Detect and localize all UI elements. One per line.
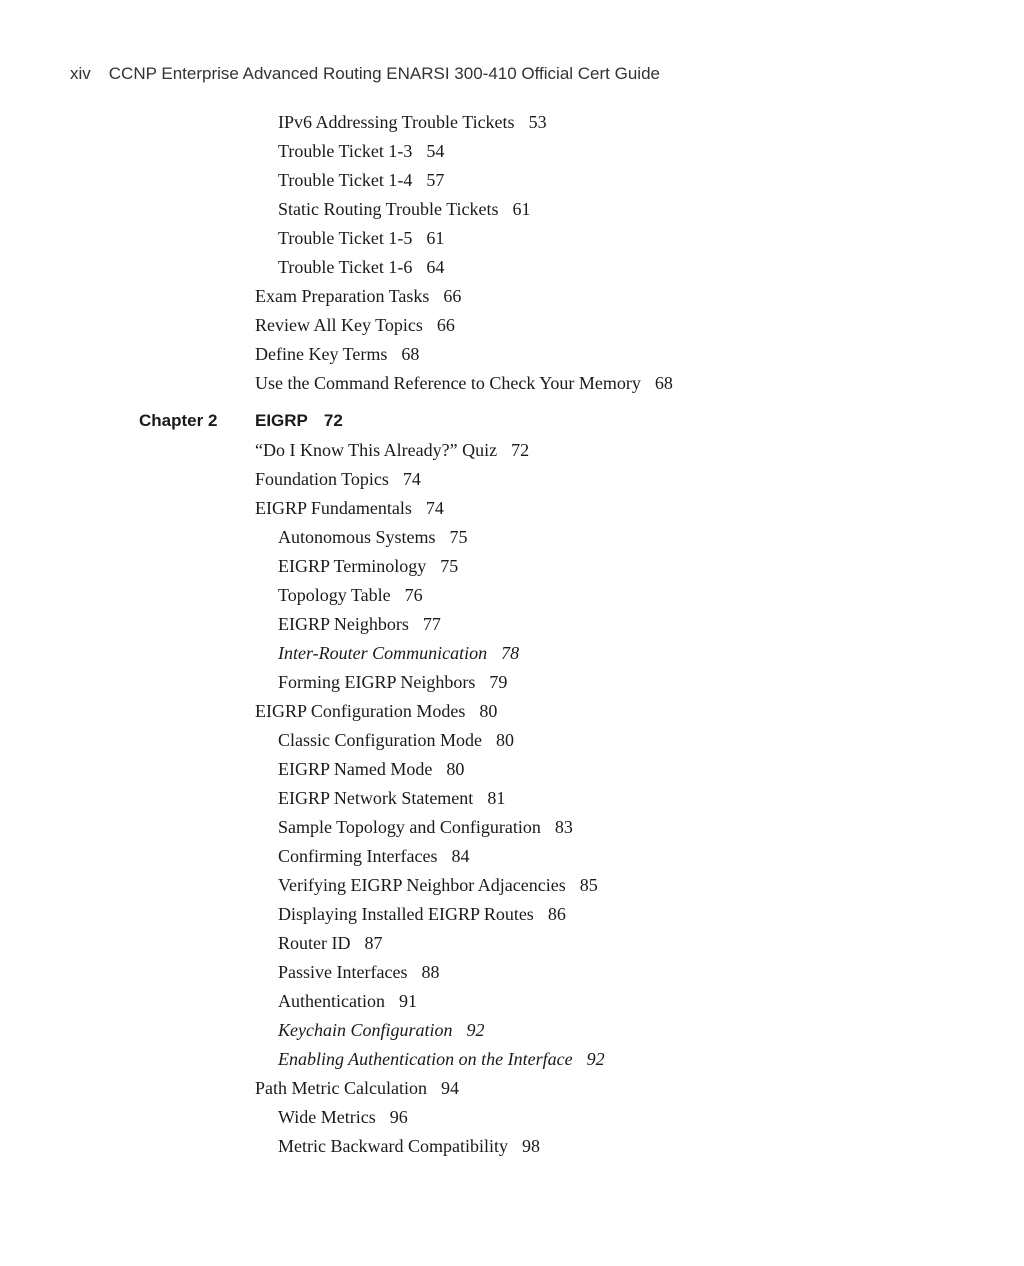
toc-entry-page: 61 <box>426 228 445 248</box>
toc-entry <box>278 932 382 954</box>
toc-entry-title: Use the Command Reference to Check Your Memory <box>255 373 641 393</box>
toc-entry-page: 96 <box>389 1107 408 1127</box>
toc-entry-title: EIGRP Network Statement <box>278 788 474 808</box>
toc-entry-title: Trouble Ticket 1-6 <box>278 257 413 277</box>
toc-entry-page: 92 <box>466 1020 485 1040</box>
toc-entry-title: Classic Configuration Mode <box>278 730 482 750</box>
toc-entry-page: 66 <box>443 286 462 306</box>
toc-entry <box>278 729 514 751</box>
toc-entry-title: Autonomous Systems <box>278 527 436 547</box>
toc-entry-title: Router ID <box>278 933 351 953</box>
page-number: xiv <box>70 64 91 83</box>
toc-entry-page: 74 <box>425 498 444 518</box>
toc-entry <box>278 1106 408 1128</box>
toc-entry <box>255 372 673 394</box>
toc-entry-title: Exam Preparation Tasks <box>255 286 430 306</box>
toc-entry-page: 76 <box>404 585 423 605</box>
toc-entry-title: Displaying Installed EIGRP Routes <box>278 904 534 924</box>
toc-entry <box>278 140 444 162</box>
toc-entry-page: 80 <box>495 730 514 750</box>
toc-entry <box>278 845 469 867</box>
toc-entry <box>278 1135 540 1157</box>
toc-entry-title: Forming EIGRP Neighbors <box>278 672 476 692</box>
toc-entry-page: 81 <box>487 788 506 808</box>
toc-entry-page: 91 <box>398 991 417 1011</box>
toc-entry-page: 75 <box>440 556 459 576</box>
toc-entry-page: 78 <box>501 643 520 663</box>
book-title: CCNP Enterprise Advanced Routing ENARSI 300-410 Official Cert Guide <box>108 64 660 83</box>
chapter-label: Chapter 2 <box>139 411 218 430</box>
toc-entry <box>278 903 566 925</box>
toc-entry-title: Sample Topology and Configuration <box>278 817 541 837</box>
toc-entry <box>278 787 505 809</box>
toc-entry <box>278 584 423 606</box>
toc-entry <box>278 1048 605 1070</box>
toc-entry-title: Path Metric Calculation <box>255 1078 427 1098</box>
toc-entry-title: Define Key Terms <box>255 344 388 364</box>
toc-entry-title: Authentication <box>278 991 385 1011</box>
toc-entry-title: EIGRP Configuration Modes <box>255 701 466 721</box>
toc-entry-title: “Do I Know This Already?” Quiz <box>255 440 498 460</box>
toc-entry <box>278 642 519 664</box>
toc-entry-page: 57 <box>426 170 445 190</box>
toc-entry <box>278 111 547 133</box>
toc-entry-title: EIGRP Terminology <box>278 556 427 576</box>
chapter-page-number: 72 <box>323 411 343 430</box>
toc-entry-page: 77 <box>422 614 441 634</box>
toc-entry-title: Review All Key Topics <box>255 315 423 335</box>
toc-entry <box>278 169 444 191</box>
toc-entry <box>278 671 507 693</box>
toc-entry-title: EIGRP Fundamentals <box>255 498 412 518</box>
toc-entry-page: 80 <box>446 759 465 779</box>
toc-entry-title: EIGRP Named Mode <box>278 759 433 779</box>
toc-entry-page: 68 <box>654 373 673 393</box>
toc-entry <box>278 256 444 278</box>
toc-entry-page: 72 <box>511 440 530 460</box>
toc-entry <box>255 285 461 307</box>
toc-entry-title: Verifying EIGRP Neighbor Adjacencies <box>278 875 566 895</box>
toc-entry-page: 74 <box>402 469 421 489</box>
toc-entry-page: 84 <box>451 846 470 866</box>
toc-entry <box>278 990 417 1012</box>
toc-entry <box>278 874 598 896</box>
toc-entry-page: 64 <box>426 257 445 277</box>
toc-entry <box>255 439 529 461</box>
toc-entry <box>278 198 531 220</box>
toc-entry-page: 75 <box>449 527 468 547</box>
toc-entry <box>278 816 573 838</box>
toc-entry <box>278 613 441 635</box>
toc-entry-page: 83 <box>554 817 573 837</box>
toc-entry-title: Keychain Configuration <box>278 1020 453 1040</box>
toc-entry <box>255 343 419 365</box>
toc-entry-page: 86 <box>547 904 566 924</box>
running-header <box>70 64 660 84</box>
toc-entry-page: 88 <box>421 962 440 982</box>
toc-entry <box>278 961 439 983</box>
toc-entry-title: Topology Table <box>278 585 391 605</box>
toc-entry <box>255 468 421 490</box>
toc-entry <box>255 314 455 336</box>
toc-entry-title: Metric Backward Compatibility <box>278 1136 508 1156</box>
toc-entry-title: Wide Metrics <box>278 1107 376 1127</box>
toc-entry-title: Static Routing Trouble Tickets <box>278 199 499 219</box>
toc-entry-page: 68 <box>401 344 420 364</box>
toc-entry <box>255 1077 459 1099</box>
toc-entry-title: Inter-Router Communication <box>278 643 488 663</box>
toc-entry-page: 54 <box>426 141 445 161</box>
toc-entry-title: Passive Interfaces <box>278 962 408 982</box>
toc-entry <box>255 497 444 519</box>
toc-entry <box>278 758 464 780</box>
chapter-title <box>255 410 343 432</box>
toc-entry <box>255 700 497 722</box>
toc-entry <box>278 1019 485 1041</box>
toc-entry-title: IPv6 Addressing Trouble Tickets <box>278 112 515 132</box>
toc-entry-page: 61 <box>512 199 531 219</box>
toc-entry-page: 98 <box>521 1136 540 1156</box>
toc-entry <box>278 526 468 548</box>
toc-entry-title: Trouble Ticket 1-5 <box>278 228 413 248</box>
toc-entry-page: 87 <box>364 933 383 953</box>
toc-entry-page: 92 <box>586 1049 605 1069</box>
toc-entry <box>278 227 444 249</box>
toc-entry-page: 53 <box>528 112 547 132</box>
toc-entry-page: 94 <box>440 1078 459 1098</box>
toc-entry-title: EIGRP Neighbors <box>278 614 409 634</box>
toc-entry-page: 66 <box>436 315 455 335</box>
toc-entry-page: 80 <box>479 701 498 721</box>
toc-entry-page: 79 <box>489 672 508 692</box>
toc-entry <box>278 555 458 577</box>
toc-entry-title: Trouble Ticket 1-4 <box>278 170 413 190</box>
chapter-title-text: EIGRP <box>255 411 308 430</box>
toc-entry-title: Trouble Ticket 1-3 <box>278 141 413 161</box>
toc-entry-title: Enabling Authentication on the Interface <box>278 1049 573 1069</box>
toc-entry-title: Foundation Topics <box>255 469 389 489</box>
toc-entry-title: Confirming Interfaces <box>278 846 438 866</box>
toc-entry-page: 85 <box>579 875 598 895</box>
